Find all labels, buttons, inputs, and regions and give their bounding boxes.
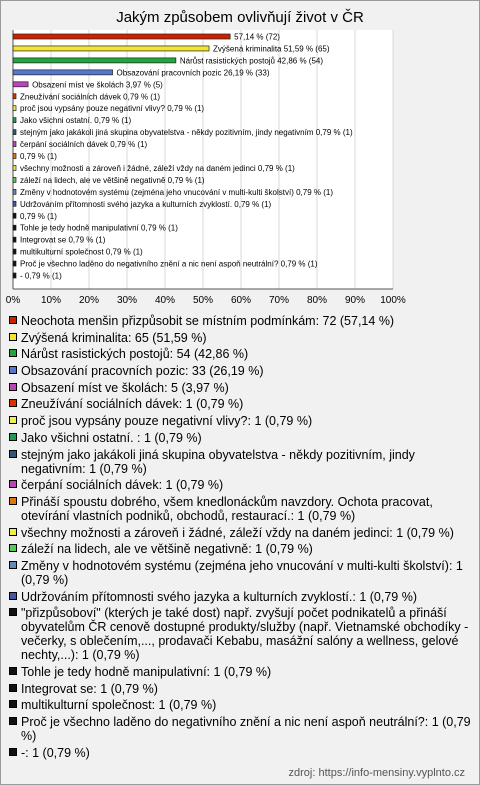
legend-label: proč jsou vypsány pouze negativní vlivy?: 1 (0,79 %) <box>21 414 313 429</box>
bar-label: multikulturní společnost 0,79 % (1) <box>20 247 143 257</box>
bar <box>13 58 176 63</box>
legend-label: záleží na lidech, ale ve většině negativně: 1 (0,79 %) <box>21 542 313 557</box>
legend-label: Jako všichni ostatní. : 1 (0,79 %) <box>21 430 202 445</box>
x-tick-label: 100% <box>380 294 406 306</box>
legend-item <box>9 381 471 395</box>
legend-item <box>9 746 471 760</box>
bar-label: Obsazování pracovních pozic 26,19 % (33) <box>116 68 270 78</box>
legend-label: "přizpůsoboví" (kterých je také dost) např. zvyšují počet podnikatelů a přináší obyvatelům ČR cenově dostupné produkty/služby (např. Vietnamské obchodíky - večerky, s oblečením,..., prodavači Kebabu, masážní salóny a wellness, gelové nechty,...): 1 (0,79 %) <box>21 606 469 663</box>
legend-label: multikulturní společnost: 1 (0,79 %) <box>21 698 217 713</box>
bar-label: Tohle je tedy hodně manipulativní 0,79 % (1) <box>20 223 178 233</box>
x-tick-label: 0% <box>5 294 21 306</box>
bar <box>13 46 209 51</box>
bar <box>13 130 16 135</box>
bar <box>13 165 16 170</box>
legend-swatch <box>9 316 17 324</box>
bar-label: Zneužívání sociálních dávek 0,79 % (1) <box>20 92 161 102</box>
legend-item <box>9 364 471 378</box>
x-tick-label: 60% <box>230 294 252 306</box>
legend-swatch <box>9 544 17 552</box>
legend-swatch <box>9 480 17 488</box>
legend-item <box>9 559 471 587</box>
legend-item <box>9 478 471 492</box>
bar-label: záleží na lidech, ale ve většině negativně 0,79 % (1) <box>20 175 205 185</box>
bar <box>13 237 16 242</box>
legend-label: Integrovat se: 1 (0,79 %) <box>21 681 158 696</box>
bar <box>13 106 16 111</box>
x-tick-label: 80% <box>306 294 328 306</box>
bar-label: 57,14 % (72) <box>234 32 280 42</box>
bar <box>13 94 16 99</box>
legend-swatch <box>9 608 17 616</box>
legend-swatch <box>9 684 17 692</box>
bar <box>13 142 16 147</box>
legend-swatch <box>9 497 17 505</box>
bar-label: proč jsou vypsány pouze negativní vlivy? 0,79 % (1) <box>20 104 205 114</box>
legend-item <box>9 526 471 540</box>
legend-item <box>9 715 471 743</box>
legend-label: Nárůst rasistických postojů: 54 (42,86 %) <box>21 347 249 362</box>
x-tick-label: 20% <box>78 294 100 306</box>
legend-label: Zneužívání sociálních dávek: 1 (0,79 %) <box>21 397 244 412</box>
legend-label: Neochota menšin přizpůsobit se místním podmínkám: 72 (57,14 %) <box>21 314 395 328</box>
legend-swatch <box>9 399 17 407</box>
legend-item <box>9 414 471 428</box>
legend-label: Přináší spoustu dobrého, všem knedlonáckům navzdory. Ochota pracovat, otevírání vlastních podniků, obchodů, restaurací.: 1 (0,79 %) <box>21 494 433 523</box>
bar-label: Zvýšená kriminalita 51,59 % (65) <box>213 44 330 54</box>
legend-swatch <box>9 528 17 536</box>
legend-swatch <box>9 433 17 441</box>
bar <box>13 189 16 194</box>
legend-item <box>9 448 471 476</box>
legend-label: čerpání sociálních dávek: 1 (0,79 %) <box>21 478 224 493</box>
legend-item <box>9 665 471 679</box>
legend-swatch <box>9 717 17 725</box>
bar-label: Nárůst rasistických postojů 42,86 % (54) <box>179 56 324 66</box>
legend-label: Obsazování pracovních pozic: 33 (26,19 %) <box>21 364 264 379</box>
bar <box>13 213 16 218</box>
bar <box>13 225 16 230</box>
x-tick-label: 90% <box>344 294 366 306</box>
bar-chart <box>1 1 479 311</box>
legend-label: Udržováním přítomnosti svého jazyka a kulturních zvyklostí.: 1 (0,79 %) <box>21 589 417 604</box>
legend-swatch <box>9 700 17 708</box>
x-tick-label: 70% <box>268 294 290 306</box>
bar <box>13 249 16 254</box>
bar <box>13 70 113 75</box>
source-credit: zdroj: https://info-mensiny.vyplnto.cz <box>288 767 465 779</box>
legend-item <box>9 682 471 696</box>
bar <box>13 34 230 39</box>
legend-item <box>9 431 471 445</box>
bar-label: všechny možnosti a zároveň i žádné, záleží vždy na daném jedinci 0,79 % (1) <box>20 163 295 173</box>
legend-label: Tohle je tedy hodně manipulativní: 1 (0,79 %) <box>21 665 272 679</box>
legend-item <box>9 314 471 328</box>
bar-label: Proč je všechno laděno do negativního znění a nic není aspoň neutrální? 0,79 % (1) <box>20 259 318 269</box>
bar-label: 0,79 % (1) <box>20 211 57 221</box>
bar-label: Integrovat se 0,79 % (1) <box>20 235 106 245</box>
legend-swatch <box>9 383 17 391</box>
bar-label: Udržováním přítomnosti svého jazyka a kulturních zvyklostí. 0,79 % (1) <box>20 199 272 209</box>
legend-item <box>9 347 471 361</box>
legend-swatch <box>9 416 17 424</box>
legend-label: -: 1 (0,79 %) <box>21 745 90 760</box>
legend-label: stejným jako jakákoli jiná skupina obyvatelstva - někdy pozitivním, jindy negativním: 1 (0,79 %) <box>21 447 415 476</box>
legend-label: všechny možnosti a zároveň i žádné, záleží vždy na daném jedinci: 1 (0,79 %) <box>21 525 454 540</box>
legend-item <box>9 698 471 712</box>
legend-label: Změny v hodnotovém systému (zejména jeho vnucování v multi-kulti školství): 1 (0,79 %) <box>21 558 463 587</box>
legend-swatch <box>9 748 17 756</box>
x-tick-label: 50% <box>192 294 214 306</box>
bar <box>13 154 16 159</box>
bar <box>13 273 16 278</box>
legend-swatch <box>9 349 17 357</box>
bar-label: - 0,79 % (1) <box>20 271 62 281</box>
legend-item <box>9 542 471 556</box>
legend-swatch <box>9 366 17 374</box>
x-tick-label: 30% <box>116 294 138 306</box>
bar-label: Jako všichni ostatní. 0,79 % (1) <box>20 116 132 126</box>
legend-swatch <box>9 592 17 600</box>
x-tick-label: 10% <box>40 294 62 306</box>
bar-label: 0,79 % (1) <box>20 152 57 161</box>
bar <box>13 82 28 87</box>
bar <box>13 118 16 123</box>
bar-label: Obsazení míst ve školách 3,97 % (5) <box>32 80 163 90</box>
chart-title: Jakým způsobem ovlivňují život v ČR <box>116 9 364 26</box>
legend-swatch <box>9 561 17 569</box>
legend-swatch <box>9 450 17 458</box>
bar-label: stejným jako jakákoli jiná skupina obyvatelstva - někdy pozitivním, jindy negativním 0,79 % (1) <box>20 128 353 138</box>
bar <box>13 177 16 182</box>
legend <box>9 314 471 762</box>
legend-swatch <box>9 667 17 675</box>
legend-label: Obsazení míst ve školách: 5 (3,97 %) <box>21 380 229 395</box>
legend-item <box>9 590 471 604</box>
x-tick-label: 40% <box>154 294 176 306</box>
legend-label: Proč je všechno laděno do negativního znění a nic není aspoň neutrální?: 1 (0,79 %) <box>21 715 471 744</box>
legend-swatch <box>9 333 17 341</box>
legend-item <box>9 331 471 345</box>
bar <box>13 201 16 206</box>
legend-label: Zvýšená kriminalita: 65 (51,59 %) <box>21 330 207 345</box>
bar-label: Změny v hodnotovém systému (zejména jeho vnucování v multi-kulti školství) 0,79 % (1) <box>20 187 334 197</box>
legend-item <box>9 495 471 523</box>
legend-item <box>9 606 471 662</box>
legend-item <box>9 397 471 411</box>
bar <box>13 261 16 266</box>
bar-label: čerpání sociálních dávek 0,79 % (1) <box>20 140 148 150</box>
